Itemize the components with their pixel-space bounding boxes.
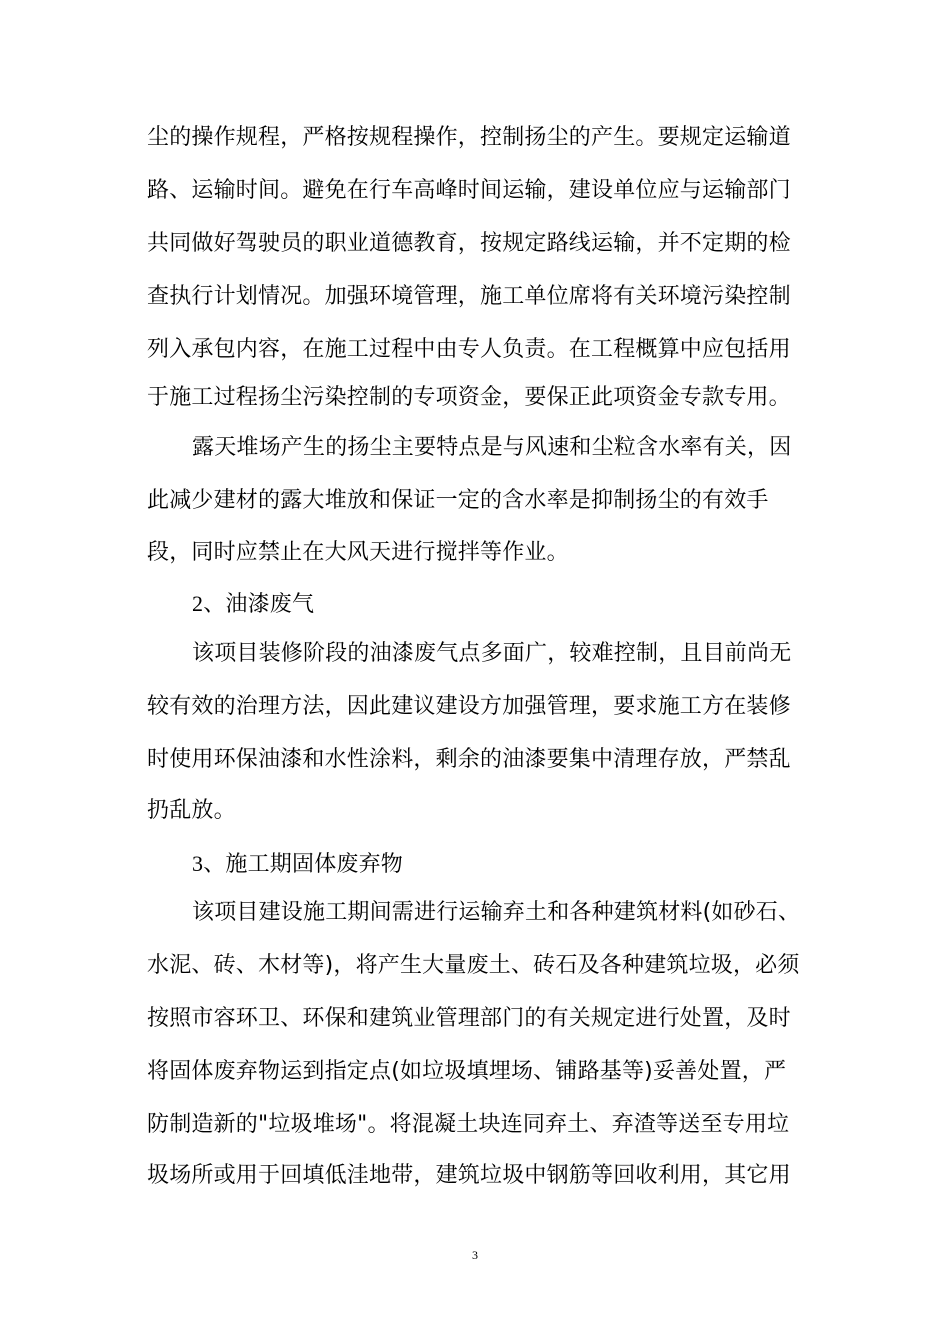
text-line: 查执行计划情况。加强环境管理，施工单位席将有关环境污染控制 (147, 284, 791, 309)
text-line: 水泥、砖、木材等)，将产生大量废土、砖石及各种建筑垃圾，必须 (147, 953, 800, 978)
text-line: 将固体废弃物运到指定点(如垃圾填埋场、铺路基等)妥善处置，严 (147, 1059, 787, 1084)
text-line: 该项目装修阶段的油漆废气点多面广，较难控制，且目前尚无 (192, 641, 792, 666)
text-line: 于施工过程扬尘污染控制的专项资金，要保正此项资金专款专用。 (147, 385, 791, 410)
section-heading: 3、施工期固体废弃物 (192, 851, 404, 876)
text-line: 段，同时应禁止在大风天进行搅拌等作业。 (147, 540, 569, 565)
text-line: 路、运输时间。避免在行车高峰时间运输，建设单位应与运输部门 (147, 178, 791, 203)
text-line: 共同做好驾驶员的职业道德教育，按规定路线运输，并不定期的检 (147, 231, 791, 256)
section-heading: 2、油漆废气 (192, 591, 315, 616)
text-line: 较有效的治理方法，因此建议建设方加强管理，要求施工方在装修 (147, 694, 791, 719)
text-line: 防制造新的"垃圾堆场"。将混凝土块连同弃土、弃渣等送至专用垃 (147, 1112, 790, 1137)
text-line: 该项目建设施工期间需进行运输弃土和各种建筑材料(如砂石、 (192, 900, 801, 925)
text-line: 时使用环保油漆和水性涂料，剩余的油漆要集中清理存放，严禁乱 (147, 747, 791, 772)
text-line: 圾场所或用于回填低洼地带，建筑垃圾中钢筋等回收利用，其它用 (147, 1163, 791, 1188)
text-line: 列入承包内容，在施工过程中由专人负责。在工程概算中应包括用 (147, 337, 791, 362)
text-line: 扔乱放。 (147, 798, 236, 823)
text-line: 露天堆场产生的扬尘主要特点是与风速和尘粒含水率有关，因 (192, 435, 792, 460)
page-number: 3 (472, 1248, 478, 1262)
text-line: 此减少建材的露大堆放和保证一定的含水率是抑制扬尘的有效手 (147, 488, 769, 513)
text-line: 尘的操作规程，严格按规程操作，控制扬尘的产生。要规定运输道 (147, 125, 791, 150)
text-line: 按照市容环卫、环保和建筑业管理部门的有关规定进行处置，及时 (147, 1006, 791, 1031)
